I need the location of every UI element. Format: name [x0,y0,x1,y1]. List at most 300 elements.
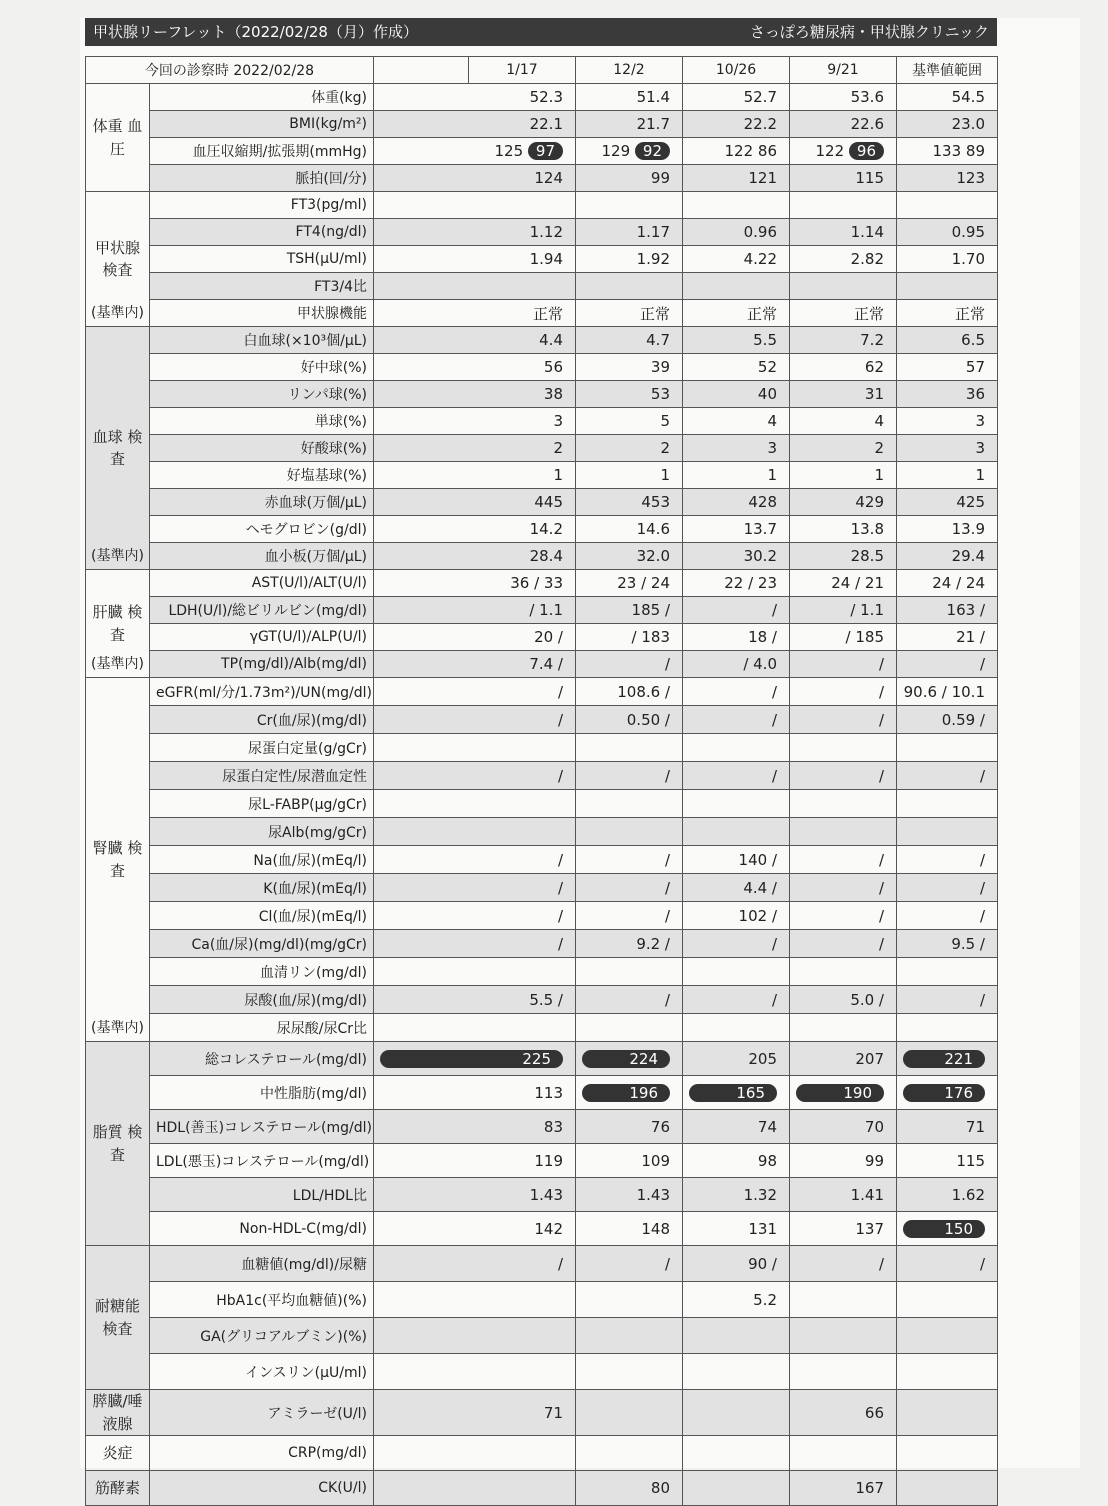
value-cell [790,902,897,930]
value-cell [576,1076,683,1110]
value-cell [790,138,897,165]
value-text: 176 [903,1084,985,1102]
value-cell [897,219,998,246]
value-cell [374,1014,576,1042]
value-cell [576,570,683,597]
value-text: / [664,766,670,785]
value-cell [374,1178,576,1212]
value-cell [790,790,897,818]
value-text: 0.50 / [626,710,670,729]
value-text: 62 [864,358,884,376]
value-cell [576,706,683,734]
value-text: 113 [534,1083,563,1102]
row-cl [86,902,998,930]
item-label: 尿蛋白定性/尿潜血定性 [150,762,374,790]
value-cell [897,381,998,408]
value-cell [683,1436,790,1471]
value-text: 131 [748,1219,777,1238]
value-text: 4.22 [743,250,777,268]
row-hba1c [86,1282,998,1318]
value-cell [374,543,576,570]
value-cell [897,597,998,624]
value-text: 52.7 [743,88,777,106]
value-cell [374,192,576,219]
value-text: 23 / 24 [617,574,670,592]
value-cell [576,734,683,762]
value-cell [790,408,897,435]
value-cell [576,408,683,435]
value-cell [897,192,998,219]
value-cell [576,516,683,543]
systolic-value: 129 [601,142,631,160]
value-cell [790,273,897,300]
value-cell [683,354,790,381]
value-text: / [664,1254,670,1273]
value-cell [576,489,683,516]
value-cell [576,651,683,678]
value-cell [576,1178,683,1212]
value-text: 5.2 [753,1290,777,1309]
value-cell [683,790,790,818]
value-cell [897,543,998,570]
value-cell [576,902,683,930]
value-cell [374,958,576,986]
category-body [86,84,150,192]
value-cell [790,354,897,381]
value-text: 30.2 [743,547,777,565]
col-reference: 基準値範囲 [897,57,998,84]
value-cell [576,678,683,706]
value-cell [790,1076,897,1110]
value-cell [374,846,576,874]
value-cell [683,1390,790,1436]
value-cell [576,1390,683,1436]
value-cell [374,300,576,327]
value-text: / [878,682,884,701]
systolic-value: 125 [494,142,524,160]
item-label: 赤血球(万個/μL) [150,489,374,516]
value-text: 正常 [532,304,563,323]
row-uacr [86,1014,998,1042]
value-text: / [979,990,985,1009]
value-text: / 4.0 [743,655,777,673]
category-lipid [86,1042,150,1246]
value-cell [576,300,683,327]
value-cell [374,516,576,543]
value-cell [790,300,897,327]
value-cell [790,165,897,192]
value-text: 70 [864,1117,884,1136]
value-text: 2 [660,439,670,457]
col-current: 今回の診察時 2022/02/28 [86,57,374,84]
value-cell [576,381,683,408]
item-label: 単球(%) [150,408,374,435]
row-plt [86,543,998,570]
value-cell [683,1014,790,1042]
value-text: 40 [757,385,777,403]
value-text: 1.14 [850,223,884,241]
row-ualb [86,818,998,846]
item-label: 体重(kg) [150,84,374,111]
item-label: 好塩基球(%) [150,462,374,489]
value-text: 102 / [738,906,777,925]
value-cell [683,734,790,762]
value-cell [790,1471,897,1506]
value-text: 22.1 [529,115,563,133]
category-label: 筋酵素 [94,1478,140,1497]
value-cell [576,624,683,651]
item-label: 好酸球(%) [150,435,374,462]
value-cell [790,435,897,462]
value-cell [790,1042,897,1076]
item-label: 尿Alb(mg/gCr) [150,818,374,846]
value-cell [790,818,897,846]
value-cell [576,1212,683,1246]
category-blood [86,327,150,570]
value-cell [374,84,576,111]
value-text: 21.7 [636,115,670,133]
item-label: 脈拍(回/分) [150,165,374,192]
value-text: 90 / [748,1254,777,1273]
value-cell [897,902,998,930]
value-text: / [878,766,884,785]
value-cell [683,1246,790,1282]
row-thyroid [86,300,998,327]
item-label: 尿L-FABP(μg/gCr) [150,790,374,818]
value-cell [897,165,998,192]
value-cell [576,1014,683,1042]
value-cell [897,1178,998,1212]
value-text: 190 [796,1084,884,1102]
diastolic-value: 89 [965,142,985,160]
value-text: / [979,906,985,925]
value-cell [790,111,897,138]
value-text: 119 [534,1151,563,1170]
value-text: / [878,655,884,673]
value-cell [683,678,790,706]
value-cell [790,958,897,986]
value-cell [576,958,683,986]
value-text: 150 [903,1220,985,1238]
value-cell [790,734,897,762]
value-cell [897,516,998,543]
item-label: LDL/HDL比 [150,1178,374,1212]
item-label: 血清リン(mg/dl) [150,958,374,986]
value-text: / [557,934,563,953]
value-cell [576,1144,683,1178]
value-text: 57 [965,358,985,376]
row-ast [86,570,998,597]
value-cell [576,219,683,246]
value-text: 6.5 [961,331,985,349]
value-cell [374,818,576,846]
value-cell [576,930,683,958]
value-cell [576,246,683,273]
value-text: / [771,682,777,701]
value-cell [897,762,998,790]
col-spacer [374,57,469,84]
value-cell [897,1354,998,1390]
row-ggt [86,624,998,651]
value-text: 20 / [534,628,563,646]
value-text: 1.17 [636,223,670,241]
value-text: 76 [650,1117,670,1136]
value-text: 14.2 [529,520,563,538]
value-text: 4.7 [646,331,670,349]
value-cell [374,597,576,624]
value-text: 56 [543,358,563,376]
value-cell [374,138,576,165]
value-cell [790,1212,897,1246]
value-cell [374,902,576,930]
value-text: 1.43 [636,1185,670,1204]
row-weight [86,84,998,111]
item-label: 尿蛋白定量(g/gCr) [150,734,374,762]
value-text: 3 [975,439,985,457]
value-text: 1.12 [529,223,563,241]
value-text: 4 [767,412,777,430]
value-cell [683,165,790,192]
value-text: 28.5 [850,547,884,565]
value-text: 36 / 33 [510,574,563,592]
row-ratio [86,1178,998,1212]
value-text: 1.62 [951,1185,985,1204]
row-ft4 [86,219,998,246]
value-cell [576,165,683,192]
value-text: 5.5 / [529,990,563,1009]
value-text: / [979,655,985,673]
value-cell [897,1110,998,1144]
value-cell [683,1076,790,1110]
value-text: / [771,990,777,1009]
value-text: / [878,850,884,869]
value-text: 28.4 [529,547,563,565]
value-cell [683,408,790,435]
value-cell [374,570,576,597]
value-text: 4 [874,412,884,430]
value-cell [576,1471,683,1506]
value-cell [374,790,576,818]
value-text: 165 [689,1084,777,1102]
row-ua [86,986,998,1014]
col-date-3: 10/26 [683,57,790,84]
value-cell [683,570,790,597]
value-cell [683,706,790,734]
category-label: 膵臓/唾液腺 [92,1392,143,1433]
item-label: 甲状腺機能 [150,300,374,327]
item-label: 血圧収縮期/拡張期(mmHg) [150,138,374,165]
value-cell [374,1471,576,1506]
value-text: / [557,682,563,701]
item-label: γGT(U/l)/ALP(U/l) [150,624,374,651]
value-cell [897,246,998,273]
value-cell [374,678,576,706]
value-text: 31 [864,385,884,403]
value-text: 428 [748,493,777,511]
value-text: 1.70 [951,250,985,268]
col-date-4: 9/21 [790,57,897,84]
category-label: 耐糖能 検査 [94,1297,140,1338]
value-text: / [771,710,777,729]
clinic-name: さっぽろ糖尿病・甲状腺クリニック [749,23,989,41]
value-cell [576,1318,683,1354]
value-cell [374,489,576,516]
value-cell [576,543,683,570]
value-cell [897,138,998,165]
value-text: 4.4 / [743,878,777,897]
value-cell [374,381,576,408]
item-label: LDL(悪玉)コレステロール(mg/dl) [150,1144,374,1178]
value-cell [897,624,998,651]
row-lfabp [86,790,998,818]
value-cell [683,300,790,327]
value-text: / [979,1254,985,1273]
category-glucose [86,1246,150,1390]
value-cell [576,354,683,381]
item-label: 総コレステロール(mg/dl) [150,1042,374,1076]
value-cell [576,986,683,1014]
value-text: 225 [380,1050,563,1068]
item-label: GA(グリコアルブミン)(%) [150,1318,374,1354]
in-range-note: (基準内) [91,1020,144,1036]
value-cell [683,192,790,219]
value-text: 51.4 [636,88,670,106]
value-cell [683,516,790,543]
value-cell [790,986,897,1014]
value-cell [576,1282,683,1318]
systolic-value: 133 [932,142,962,160]
col-date-2: 12/2 [576,57,683,84]
value-text: 90.6 / 10.1 [903,682,985,701]
value-text: 1.43 [529,1185,563,1204]
value-text: 13.7 [743,520,777,538]
row-crp [86,1436,998,1471]
value-cell [683,1282,790,1318]
value-text: 53.6 [850,88,884,106]
value-cell [790,930,897,958]
value-text: 9.2 / [636,934,670,953]
value-text: / [664,655,670,673]
item-label: 血小板(万個/μL) [150,543,374,570]
row-ft3 [86,192,998,219]
value-text: 124 [534,169,563,187]
value-cell [683,986,790,1014]
row-ldl [86,1144,998,1178]
row-uqual [86,762,998,790]
value-text: 196 [582,1084,670,1102]
category-pancreas [86,1390,150,1436]
value-cell [683,1042,790,1076]
value-cell [790,651,897,678]
value-cell [683,435,790,462]
row-neut [86,354,998,381]
value-cell [790,1246,897,1282]
value-cell [790,1144,897,1178]
document-title: 甲状腺リーフレット（2022/02/28（月）作成） [93,23,418,41]
row-tp [86,651,998,678]
row-mono [86,408,998,435]
value-cell [897,790,998,818]
value-cell [790,1436,897,1471]
value-cell [374,1282,576,1318]
value-cell [374,1318,576,1354]
value-text: 0.95 [951,223,985,241]
row-pulse [86,165,998,192]
value-cell [374,1212,576,1246]
value-cell [576,790,683,818]
value-cell [897,706,998,734]
value-cell [897,874,998,902]
value-cell [683,902,790,930]
value-text: 74 [757,1117,777,1136]
value-text: 正常 [639,304,670,323]
value-cell [683,381,790,408]
value-text: 38 [543,385,563,403]
value-text: 22 / 23 [724,574,777,592]
value-text: 71 [965,1117,985,1136]
value-cell [790,327,897,354]
value-text: 108.6 / [617,682,670,701]
item-label: LDH(U/l)/総ビリルビン(mg/dl) [150,597,374,624]
value-cell [374,1110,576,1144]
category-liver [86,570,150,678]
value-cell [374,930,576,958]
row-ga [86,1318,998,1354]
item-label: Na(血/尿)(mEq/l) [150,846,374,874]
value-cell [683,1144,790,1178]
value-cell [374,651,576,678]
value-cell [897,1318,998,1354]
value-cell [683,1110,790,1144]
item-label: TP(mg/dl)/Alb(mg/dl) [150,651,374,678]
value-text: 1 [553,466,563,484]
value-cell [374,874,576,902]
value-text: 0.96 [743,223,777,241]
category-label: 血球 検査 [92,427,143,468]
item-label: K(血/尿)(mEq/l) [150,874,374,902]
value-cell [683,1471,790,1506]
value-cell [790,381,897,408]
value-cell [576,1354,683,1390]
value-text: 52 [757,358,777,376]
value-text: 1.92 [636,250,670,268]
value-cell [790,846,897,874]
row-egfr [86,678,998,706]
value-cell [576,1246,683,1282]
value-text: 32.0 [636,547,670,565]
item-label: 中性脂肪(mg/dl) [150,1076,374,1110]
value-cell [683,246,790,273]
item-label: FT4(ng/dl) [150,219,374,246]
row-ldh [86,597,998,624]
value-cell [683,84,790,111]
value-cell [897,651,998,678]
value-text: / [557,878,563,897]
value-cell [374,1436,576,1471]
value-text: 115 [855,169,884,187]
value-cell [374,706,576,734]
value-text: 1.41 [850,1185,884,1204]
item-label: eGFR(ml/分/1.73m²)/UN(mg/dl) [150,678,374,706]
value-cell [576,818,683,846]
category-inflam [86,1436,150,1471]
item-label: CK(U/l) [150,1471,374,1506]
value-text: 71 [543,1403,563,1422]
row-cr [86,706,998,734]
value-cell [374,246,576,273]
value-cell [790,624,897,651]
value-cell [790,1354,897,1390]
